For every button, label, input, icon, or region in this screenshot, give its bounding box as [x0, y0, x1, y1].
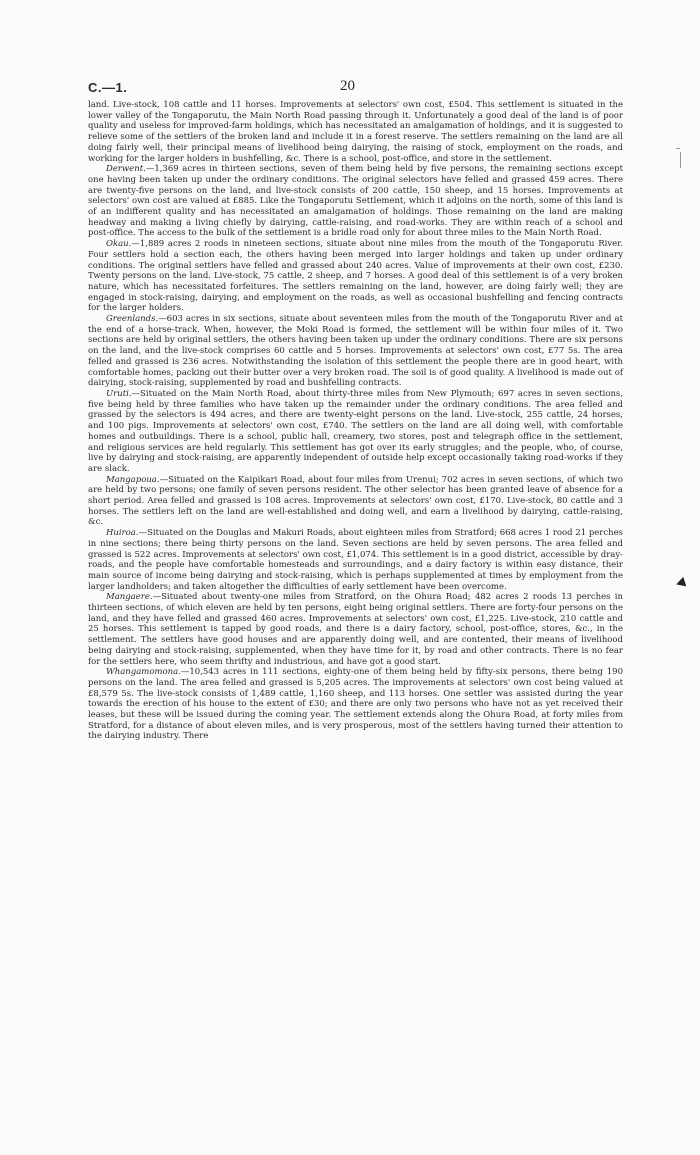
settlement-name: Huiroa. — [106, 528, 139, 539]
settlement-name: Mangaere. — [106, 592, 153, 603]
scan-speck-mark — [676, 148, 680, 149]
paragraph-okau — [88, 239, 623, 314]
settlement-name: Greenlands. — [106, 314, 159, 325]
settlement-name: Mangapoua. — [106, 474, 160, 485]
paragraph-mangapoua — [88, 475, 623, 529]
paragraph-greenlands — [88, 314, 623, 389]
margin-arrow-icon — [675, 577, 687, 589]
paragraph-uruti — [88, 389, 623, 475]
paragraph-mangaere — [88, 592, 623, 667]
body-text — [88, 100, 623, 742]
paragraph-text: —Situated on the Main North Road, about thirty-three miles from New Plymouth; 697 acres in seven sections, five being held by three families who have taken up the remainder under the ordinary conditions. The area felled and grassed by the selectors is 494 acres, and there are twenty-eight persons on the land. Live-stock, 255 cattle, 24 horses, and 100 pigs. Improvements at selectors' own cost, £740. The settlers on the land are all doing well, with comfortable homes and outbuildings. There is a school, public hall, creamery, two stores, post and telegraph office in the settlement, and religious services are held regularly. This settlement has got over its early struggles; and the people, who, of course, live by dairying and stock-raising, are apparently independent of outside help except occasionally taking road-works if they are slack. — [88, 388, 623, 474]
paragraph-text: —1,369 acres in thirteen sections, seven of them being held by five persons, the remaining sections except one having been taken up under the ordinary conditions. The original selectors have felled and grassed 459 acres. There are twenty-five persons on the land, and live-stock consists of 200 cattle, 150 sheep, and 15 horses. Improvements at selectors' own cost are valued at £885. Like the Tongaporutu Settlement, which it adjoins on the north, some of this land is of an indifferent quality and has necessitated an amalgamation of holdings. Those remaining on the land are making headway and making a living chiefly by dairying, cattle-raising, and road-works. They are within reach of a school and post-office. The access to the bulk of the settlement is a bridle road only for about three miles to the Main North Road. — [88, 164, 623, 239]
paragraph-text: —Situated about twenty-one miles from Stratford, on the Ohura Road; 482 acres 2 roods 13 perches in thirteen sections, of which eleven are held by ten persons, eight being original settlers. There are forty-four persons on the land, and they have felled and grassed 460 acres. Improvements at selectors' own cost, £1,225. Live-stock, 210 cattle and 25 horses. This settlement is tapped by good roads, and there is a dairy factory, school, post-office, stores, &c., in the settlement. The settlers have good houses and are apparently doing well, and are contented, their means of livelihood being dairying and stock-raising, supplemented, when they have time for it, by road and other contracts. There is no fear for the settlers here, who seem thrifty and industrious, and have got a good start. — [88, 592, 623, 667]
settlement-name: Uruti. — [106, 388, 132, 399]
paragraph-huiroa — [88, 528, 623, 592]
settlement-name: Whangamomona. — [106, 667, 181, 678]
page-number: 20 — [340, 78, 355, 94]
paragraph-derwent — [88, 164, 623, 239]
paragraph-text: —Situated on the Kaipikari Road, about four miles from Urenui; 702 acres in seven sections, of which two are held by two persons; one family of seven persons resident. The other selector has been granted leave of absence for a short period. Area felled and grassed is 108 acres. Improvements at selectors' own cost, £170. Live-stock, 80 cattle and 3 horses. The settlers left on the land are well-established and doing well, and earn a livelihood by dairying, cattle-raising, &c. — [88, 474, 623, 528]
paragraph-text: —603 acres in six sections, situate about seventeen miles from the mouth of the Tongaporutu River and at the end of a horse-track. When, however, the Moki Road is formed, the settlement will be within four miles of it. Two sections are held by original settlers, the others having been taken up under the ordinary conditions. There are six persons on the land, and the live-stock comprises 60 cattle and 5 horses. Improvements at selectors' own cost, £77 5s. The area felled and grassed is 236 acres. Notwithstanding the isolation of this settlement the people there are in good heart, with comfortable homes, packing out their butter over a very broken road. The soil is of good quality. A livelihood is made out of dairying, stock-raising, supplemented by road and bushfelling contracts. — [88, 314, 623, 389]
settlement-name: Okau. — [106, 239, 132, 250]
paragraph-text: —10,543 acres in 111 sections, eighty-one of them being held by fifty-six persons, there being 190 persons on the land. The area felled and grassed is 5,205 acres. The improvements at selectors' own cost being valued at £8,579 5s. The live-stock consists of 1,489 cattle, 1,160 sheep, and 113 horses. One settler was assisted during the year towards the erection of his house to the extent of £30; and there are only two persons who have not as yet received their leases, but these will be issued during the coming year. The settlement extends along the Ohura Road, at forty miles from Stratford, for a distance of about eleven miles, and is very prosperous, most of the settlers having turned their attention to the dairying industry. There — [88, 667, 623, 742]
paragraph-text: —Situated on the Douglas and Makuri Roads, about eighteen miles from Stratford; 668 acres 1 rood 21 perches in nine sections; there being thirty persons on the land. Seven sections are held by seven persons. The area felled and grassed is 522 acres. Improvements at selectors' own cost, £1,074. This settlement is in a good district, accessible by dray-roads, and the people have comfortable homesteads and surroundings, and a dairy factory is within easy distance, their main source of income being dairying and stock-raising, which is perhaps supplemented at times by employment from the larger landholders; and taken altogether the difficulties of early settlement have been overcome. — [88, 528, 623, 592]
paragraph-text: land. Live-stock, 108 cattle and 11 horses. Improvements at selectors' own cost, £504. This settlement is situated in the lower valley of the Tongaporutu, the Main North Road passing through it. Unfortunately a good deal of the land is of poor quality and useless for improved-farm holdings, which has necessitated an amalgamation of holdings, and it is suggested to relieve some of the settlers of the broken land and include it in a forest reserve. The settlers remaining on the land are all doing fairly well, their principal means of livelihood being dairying, the raising of stock, employment on the roads, and working for the larger holders in bushfelling, &c. There is a school, post-office, and store in the settlement. — [88, 100, 623, 164]
paragraph-text: —1,889 acres 2 roods in nineteen sections, situate about nine miles from the mouth of the Tongaporutu River. Four settlers hold a section each, the others having been merged into larger holdings and taken up under ordinary conditions. The original settlers have felled and grassed about 240 acres. Value of improvements at their own cost, £230. Twenty persons on the land. Live-stock, 75 cattle, 2 sheep, and 7 horses. A good deal of this settlement is of a very broken nature, which has necessitated forfeitures. The settlers remaining on the land, however, are doing fairly well; they are engaged in stock-raising, dairying, and employment on the roads, as well as occasional bushfelling and fencing contracts for the larger holders. — [88, 239, 623, 314]
paragraph-tongaporutu — [88, 100, 623, 164]
page-reference: C.—1. — [88, 80, 128, 95]
paragraph-whangamomona — [88, 667, 623, 742]
scan-speck-mark — [680, 152, 681, 168]
settlement-name: Derwent. — [106, 164, 146, 175]
